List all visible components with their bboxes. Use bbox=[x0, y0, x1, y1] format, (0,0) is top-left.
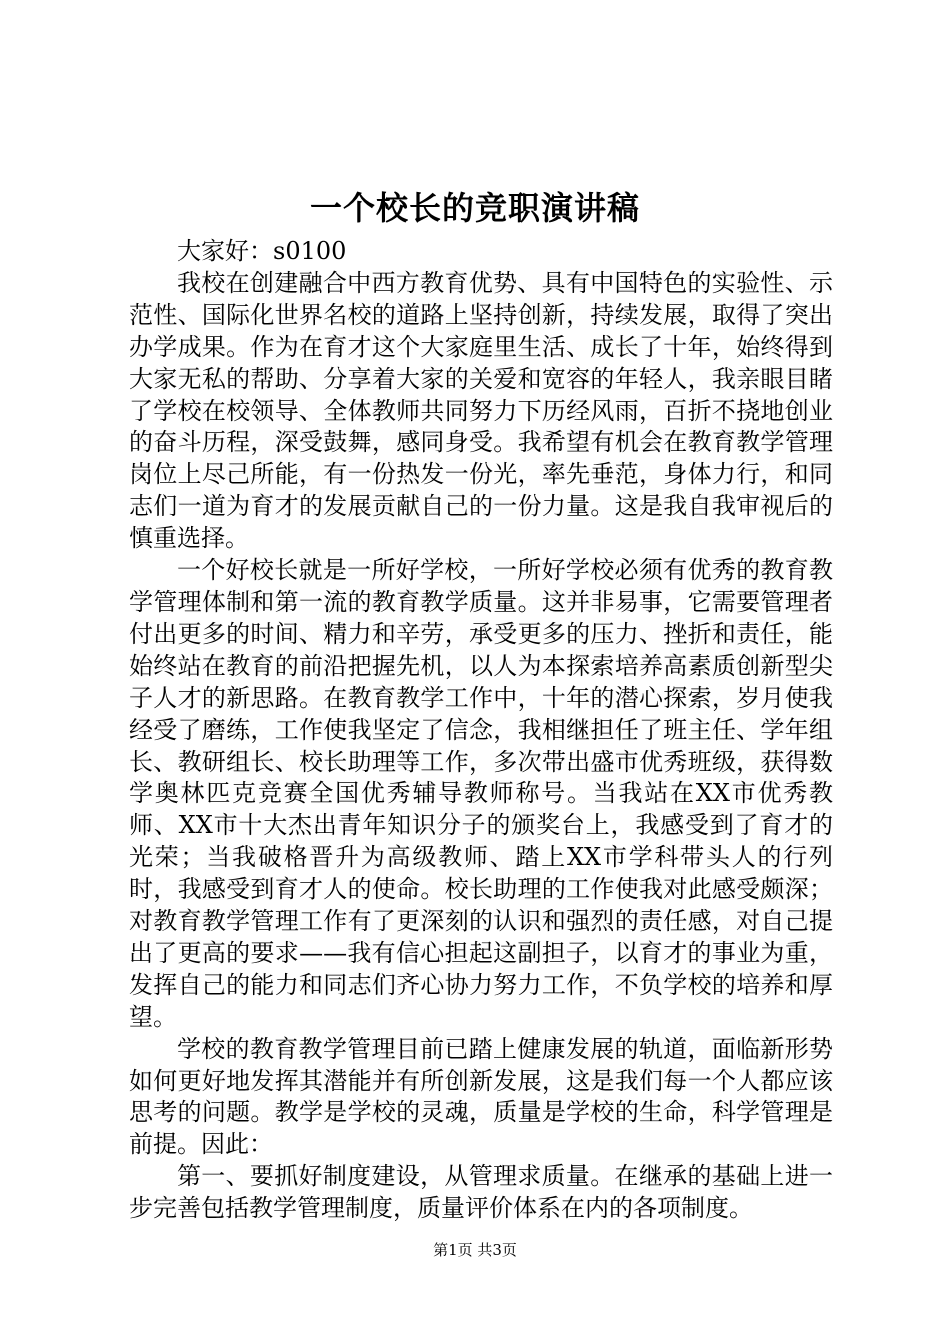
document-title: 一个校长的竞职演讲稿 bbox=[309, 189, 640, 227]
paragraph: 学校的教育教学管理目前已踏上健康发展的轨道，面临新形势如何更好地发挥其潜能并有所创新发展，这是我们每一个人都应该思考的问题。教学是学校的灵魂，质量是学校的生命，科学管理是前提。因此： bbox=[129, 1034, 833, 1159]
paragraph: 我校在创建融合中西方教育优势、具有中国特色的实验性、示范性、国际化世界名校的道路上坚持创新，持续发展，取得了突出办学成果。作为在育才这个大家庭里生活、成长了十年，始终得到大家无私的帮助、分享着大家的关爱和宽容的年轻人，我亲眼目睹了学校在校领导、全体教师共同努力下历经风雨，百折不挠地创业的奋斗历程，深受鼓舞，感同身受。我希望有机会在教育教学管理岗位上尽己所能，有一份热发一份光，率先垂范，身体力行，和同志们一道为育才的发展贡献自己的一份力量。这是我自我审视后的慎重选择。 bbox=[129, 268, 833, 553]
document-body bbox=[129, 236, 833, 1225]
paragraph: 一个好校长就是一所好学校，一所好学校必须有优秀的教育教学管理体制和第一流的教育教学质量。这并非易事，它需要管理者付出更多的时间、精力和辛劳，承受更多的压力、挫折和责任，能始终站在教育的前沿把握先机，以人为本探索培养高素质创新型尖子人才的新思路。在教育教学工作中，十年的潜心探索，岁月使我经受了磨练，工作使我坚定了信念，我相继担任了班主任、学年组长、教研组长、校长助理等工作，多次带出盛市优秀班级，获得数学奥林匹克竞赛全国优秀辅导教师称号。当我站在XX市优秀教师、XX市十大杰出青年知识分子的颁奖台上，我感受到了育才的光荣；当我破格晋升为高级教师、踏上XX市学科带头人的行列时，我感受到育才人的使命。校长助理的工作使我对此感受颇深；对教育教学管理工作有了更深刻的认识和强烈的责任感，对自己提出了更高的要求——我有信心担起这副担子，以育才的事业为重，发挥自己的能力和同志们齐心协力努力工作，不负学校的培养和厚望。 bbox=[129, 556, 833, 1031]
page-footer: 第1页 共3页 bbox=[433, 1241, 517, 1259]
paragraph-greeting: 大家好：s0100 bbox=[177, 237, 347, 265]
paragraph: 第一、要抓好制度建设，从管理求质量。在继承的基础上进一步完善包括教学管理制度，质量评价体系在内的各项制度。 bbox=[129, 1162, 833, 1223]
